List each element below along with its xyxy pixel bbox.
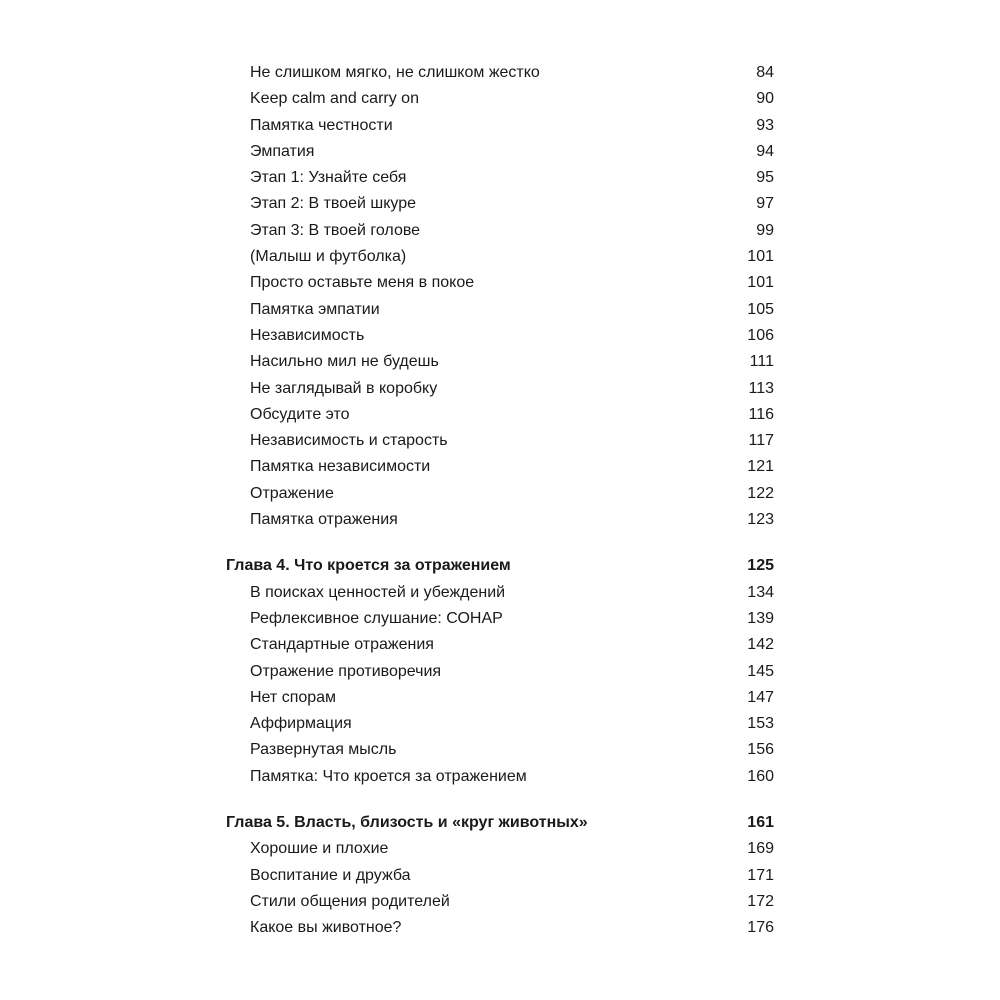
toc-entry-title: Этап 3: В твоей голове — [250, 221, 421, 239]
toc-entry-title: Хорошие и плохие — [250, 840, 389, 858]
toc-entry — [226, 606, 774, 632]
toc-entry-page-number: 101 — [747, 248, 774, 266]
toc-entry-title: Воспитание и дружба — [250, 866, 411, 884]
toc-entry — [226, 113, 774, 139]
toc-entry — [226, 737, 774, 763]
toc-entry-title: Отражение противоречия — [250, 662, 442, 680]
toc-entry-page-number: 172 — [747, 892, 774, 910]
toc-entry-page-number: 97 — [756, 195, 774, 213]
chapter-heading — [226, 810, 774, 836]
toc-entry-title: Не заглядывай в коробку — [250, 379, 438, 397]
toc-entry-page-number: 145 — [747, 662, 774, 680]
toc-entry-page-number: 93 — [756, 116, 774, 134]
toc-entry-page-number: 84 — [756, 64, 774, 81]
toc-entry-title: Развернутая мысль — [250, 741, 397, 759]
toc-entry-page-number: 134 — [747, 583, 774, 601]
toc-entry-page-number: 139 — [747, 609, 774, 627]
toc-entry-page-number: 95 — [756, 169, 774, 187]
toc-entry-title: Насильно мил не будешь — [250, 353, 439, 371]
toc-entry-title: Памятка честности — [250, 116, 393, 134]
toc-entry-title: Отражение — [250, 484, 334, 502]
section-gap — [226, 533, 774, 553]
toc-entry-page-number: 160 — [747, 767, 774, 785]
toc-entry — [226, 915, 774, 941]
toc-entry-title: Не слишком мягко, не слишком жестко — [250, 64, 540, 81]
toc-entry-page-number: 142 — [747, 636, 774, 654]
toc-entry-page-number: 169 — [747, 840, 774, 858]
toc-entry — [226, 764, 774, 790]
toc-entry-title: Памятка эмпатии — [250, 300, 380, 318]
toc-entry-page-number: 94 — [756, 142, 774, 160]
toc-entry-title: Памятка отражения — [250, 511, 398, 529]
toc-entry-title: Этап 1: Узнайте себя — [250, 169, 407, 187]
chapter-page-number: 161 — [747, 814, 774, 832]
toc-entry-title: Памятка независимости — [250, 458, 431, 476]
table-of-contents — [226, 60, 774, 942]
section-gap — [226, 790, 774, 810]
toc-entry — [226, 139, 774, 165]
toc-entry-title: Аффирмация — [250, 715, 352, 733]
chapter-title: Глава 4. Что кроется за отражением — [226, 557, 511, 575]
toc-entry — [226, 60, 774, 86]
toc-entry — [226, 481, 774, 507]
toc-entry — [226, 685, 774, 711]
toc-entry-title: Этап 2: В твоей шкуре — [250, 195, 417, 213]
toc-entry — [226, 297, 774, 323]
toc-entry-title: Стили общения родителей — [250, 892, 450, 910]
toc-entry-title: Независимость — [250, 326, 365, 344]
toc-entry-page-number: 176 — [747, 919, 774, 937]
toc-entry-page-number: 156 — [747, 741, 774, 759]
toc-entry-page-number: 153 — [747, 715, 774, 733]
toc-entry — [226, 270, 774, 296]
toc-entry-page-number: 171 — [747, 866, 774, 884]
toc-entry-page-number: 111 — [749, 353, 774, 371]
chapter-title: Глава 5. Власть, близость и «круг животных» — [226, 814, 588, 832]
toc-entry-page-number: 116 — [748, 405, 774, 423]
toc-entry — [226, 402, 774, 428]
toc-entry — [226, 428, 774, 454]
toc-entry-title: В поисках ценностей и убеждений — [250, 583, 506, 601]
toc-entry — [226, 218, 774, 244]
toc-entry-title: Какое вы животное? — [250, 919, 402, 937]
toc-entry — [226, 632, 774, 658]
toc-entry-page-number: 99 — [756, 221, 774, 239]
toc-entry-page-number: 123 — [747, 511, 774, 529]
toc-entry — [226, 376, 774, 402]
toc-entry-title: Нет спорам — [250, 688, 337, 706]
toc-entry-page-number: 121 — [747, 458, 774, 476]
toc-entry-title: Обсудите это — [250, 405, 350, 423]
toc-entry-title: Просто оставьте меня в покое — [250, 274, 475, 292]
toc-entry-title: Рефлексивное слушание: СОНАР — [250, 609, 503, 627]
toc-entry-page-number: 122 — [747, 484, 774, 502]
toc-entry — [226, 349, 774, 375]
toc-entry-page-number: 147 — [747, 688, 774, 706]
toc-entry — [226, 507, 774, 533]
toc-entry-title: Независимость и старость — [250, 432, 448, 450]
toc-entry — [226, 165, 774, 191]
toc-entry — [226, 711, 774, 737]
toc-entry-title: Памятка: Что кроется за отражением — [250, 767, 527, 785]
toc-entry — [226, 836, 774, 862]
toc-entry — [226, 580, 774, 606]
toc-entry-page-number: 90 — [756, 90, 774, 108]
toc-entry — [226, 244, 774, 270]
chapter-page-number: 125 — [747, 557, 774, 575]
toc-entry-page-number: 117 — [748, 432, 774, 450]
toc-entry-title: (Малыш и футболка) — [250, 248, 407, 266]
toc-entry-title: Keep calm and carry on — [250, 90, 419, 108]
toc-entry-page-number: 105 — [747, 300, 774, 318]
toc-entry-page-number: 113 — [748, 379, 774, 397]
toc-entry-page-number: 101 — [747, 274, 774, 292]
toc-entry — [226, 454, 774, 480]
toc-entry — [226, 323, 774, 349]
toc-entry — [226, 863, 774, 889]
toc-entry-title: Эмпатия — [250, 142, 315, 160]
toc-entry — [226, 86, 774, 112]
toc-entry — [226, 659, 774, 685]
toc-entry — [226, 191, 774, 217]
toc-entry — [226, 889, 774, 915]
toc-entry-page-number: 106 — [747, 326, 774, 344]
chapter-heading — [226, 553, 774, 579]
toc-entry-title: Стандартные отражения — [250, 636, 434, 654]
